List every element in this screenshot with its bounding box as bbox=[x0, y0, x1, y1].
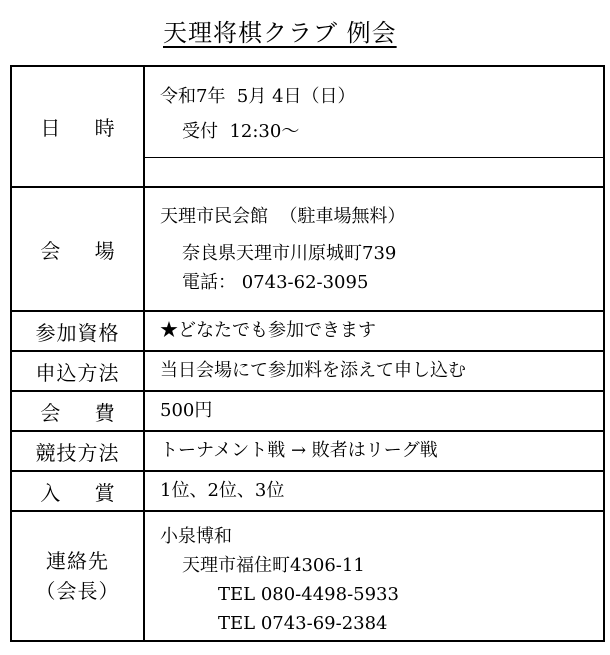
info-table bbox=[10, 65, 605, 642]
format-text: トーナメント戦 → 敗者はリーグ戦 bbox=[160, 440, 438, 461]
application-text: 当日会場にて参加料を添えて申し込む bbox=[160, 360, 466, 381]
row-eligibility bbox=[11, 311, 604, 351]
label-fee bbox=[11, 391, 144, 431]
contact-phone: TEL 0743-69-2384 bbox=[218, 613, 388, 634]
contact-name: 小泉博和 bbox=[160, 526, 232, 547]
label-text: 連絡先 bbox=[46, 549, 109, 573]
label-text: 会 場 bbox=[40, 238, 129, 263]
reception-line: 受付 12:30～ bbox=[182, 121, 300, 142]
value-venue bbox=[144, 187, 604, 311]
value-contact bbox=[144, 511, 604, 641]
label-format: 競技方法 bbox=[11, 431, 144, 471]
date-line: 令和7年 5月 4日（日） bbox=[160, 86, 356, 107]
prizes-text: 1位、2位、3位 bbox=[160, 480, 285, 501]
value-eligibility bbox=[144, 311, 604, 351]
label-subtext: （会長） bbox=[35, 579, 120, 603]
label-text: 入 賞 bbox=[40, 480, 129, 505]
label-venue bbox=[11, 187, 144, 311]
blank-subrow bbox=[145, 157, 603, 186]
eligibility-text: ★どなたでも参加できます bbox=[160, 320, 376, 341]
contact-mobile: TEL 080-4498-5933 bbox=[218, 584, 399, 605]
venue-address: 奈良県天理市川原城町739 bbox=[182, 243, 397, 264]
label-text: 日 時 bbox=[40, 116, 129, 140]
label-datetime bbox=[11, 66, 144, 187]
row-format bbox=[11, 431, 604, 471]
label-text: 会 費 bbox=[40, 400, 129, 425]
venue-name: 天理市民会館 （駐車場無料） bbox=[160, 206, 406, 227]
value-format bbox=[144, 431, 604, 471]
row-fee bbox=[11, 391, 604, 431]
label-eligibility: 参加資格 bbox=[11, 311, 144, 351]
row-prizes bbox=[11, 471, 604, 511]
row-venue bbox=[11, 187, 604, 311]
row-datetime bbox=[11, 66, 604, 187]
value-fee bbox=[144, 391, 604, 431]
row-application bbox=[11, 351, 604, 391]
value-datetime bbox=[144, 66, 604, 187]
value-prizes bbox=[144, 471, 604, 511]
label-application: 申込方法 bbox=[11, 351, 144, 391]
label-prizes bbox=[11, 471, 144, 511]
value-application bbox=[144, 351, 604, 391]
row-contact bbox=[11, 511, 604, 641]
fee-text: 500円 bbox=[160, 400, 213, 421]
contact-address: 天理市福住町4306-11 bbox=[182, 555, 365, 576]
label-contact bbox=[11, 511, 144, 641]
venue-phone: 電話： 0743-62-3095 bbox=[182, 272, 369, 293]
document-title: 天理将棋クラブ 例会 bbox=[163, 19, 397, 47]
